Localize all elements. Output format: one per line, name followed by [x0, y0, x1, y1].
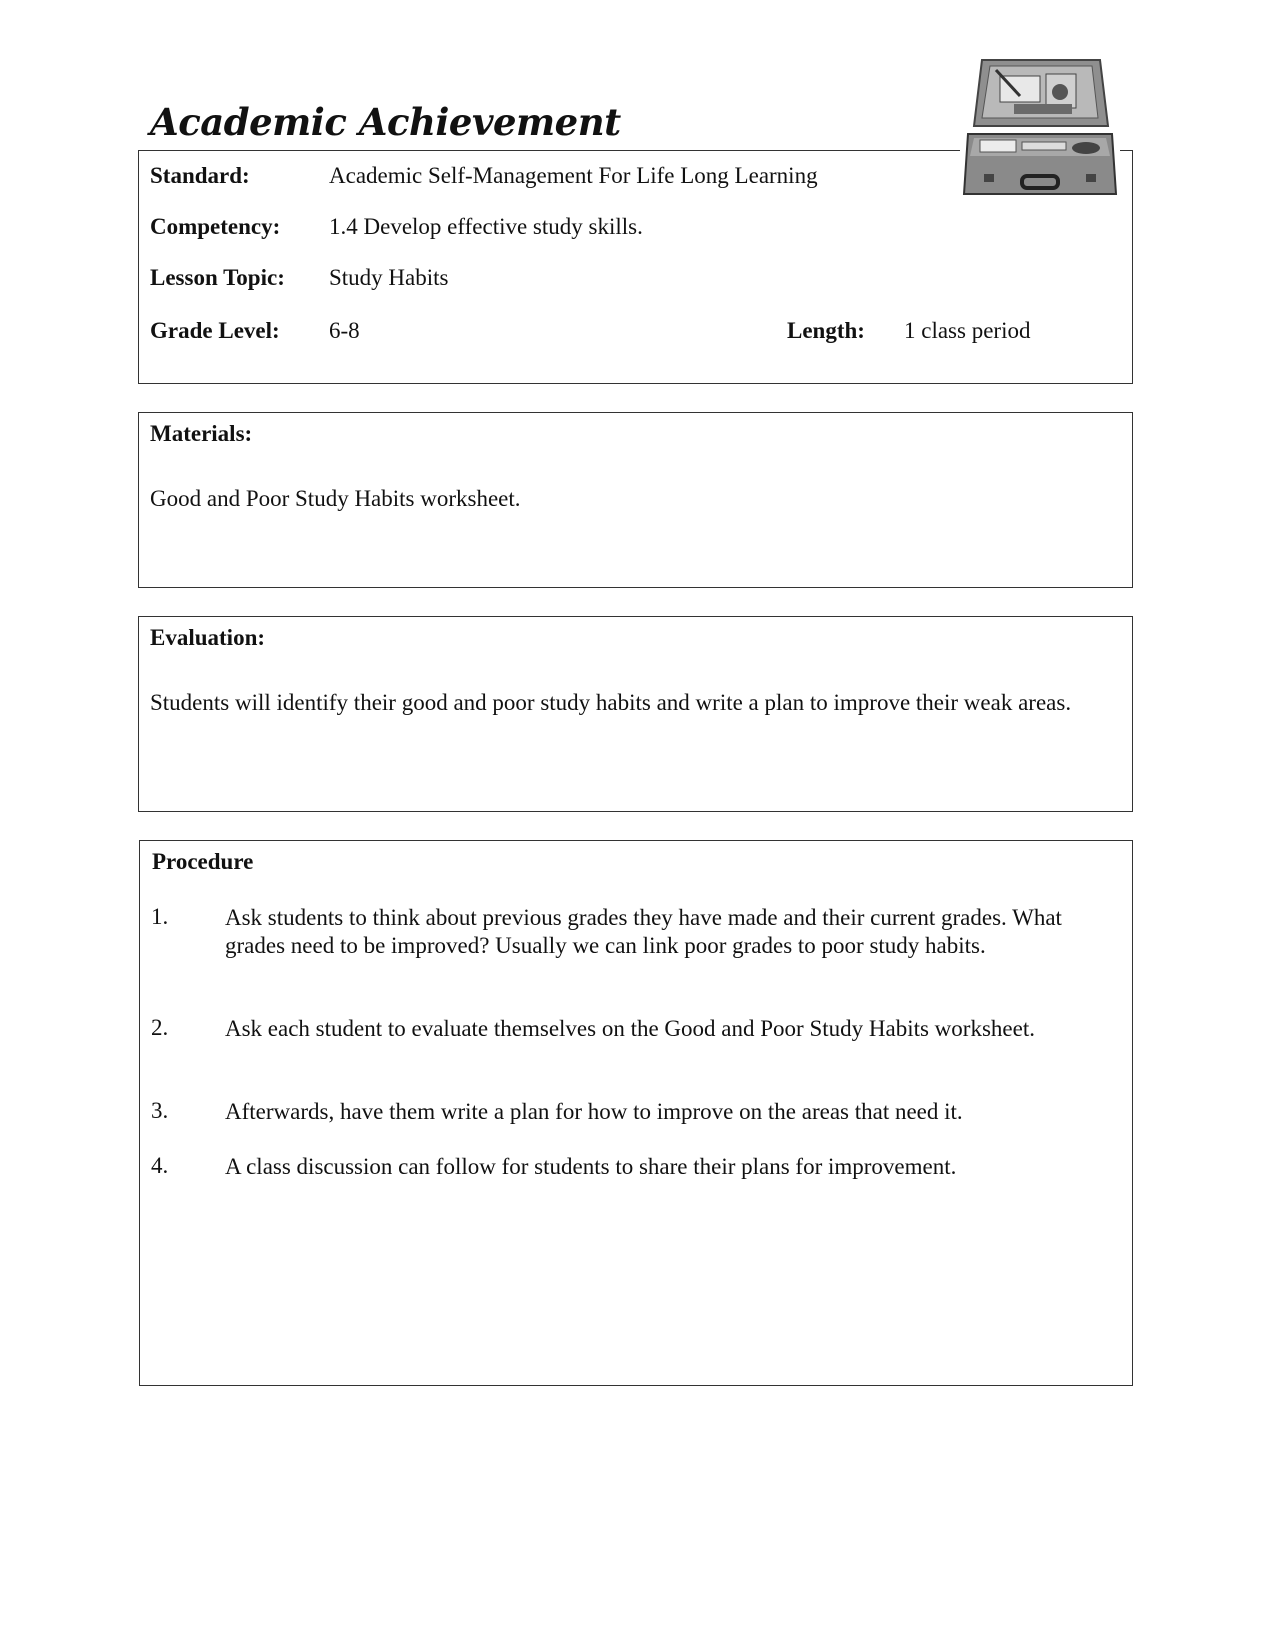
procedure-step-text: Ask students to think about previous grades they have made and their current grades. What grades need to be improved? Usually we can link poor grades to poor study habits. — [225, 905, 1062, 958]
procedure-step-number: 1. — [151, 904, 169, 929]
length-value: 1 class period — [904, 318, 1031, 343]
toolkit-briefcase-icon — [960, 56, 1120, 200]
lesson-topic-label: Lesson Topic: — [150, 265, 285, 290]
procedure-step-text: A class discussion can follow for students to share their plans for improvement. — [225, 1154, 957, 1179]
evaluation-heading: Evaluation: — [150, 625, 266, 650]
competency-value: 1.4 Develop effective study skills. — [329, 214, 643, 239]
competency-label: Competency: — [150, 214, 281, 239]
procedure-heading: Procedure — [152, 849, 254, 874]
procedure-step-number: 4. — [151, 1153, 169, 1178]
standard-label: Standard: — [150, 163, 250, 188]
materials-section — [138, 412, 1133, 588]
procedure-step-number: 3. — [151, 1098, 169, 1123]
standard-value: Academic Self-Management For Life Long Learning — [329, 163, 818, 188]
evaluation-text: Students will identify their good and poor study habits and write a plan to improve their weak areas. — [150, 690, 1072, 715]
page-title: Academic Achievement — [150, 100, 621, 144]
lesson-topic-value: Study Habits — [329, 265, 449, 290]
procedure-step-text: Ask each student to evaluate themselves on the Good and Poor Study Habits worksheet. — [225, 1016, 1035, 1041]
materials-heading: Materials: — [150, 421, 253, 446]
procedure-step-text: Afterwards, have them write a plan for how to improve on the areas that need it. — [225, 1099, 963, 1124]
procedure-section — [139, 840, 1133, 1386]
grade-level-value: 6-8 — [329, 318, 360, 343]
grade-level-label: Grade Level: — [150, 318, 280, 343]
procedure-step-number: 2. — [151, 1015, 169, 1040]
length-label: Length: — [787, 318, 865, 343]
materials-text: Good and Poor Study Habits worksheet. — [150, 486, 521, 511]
evaluation-section — [138, 616, 1133, 812]
